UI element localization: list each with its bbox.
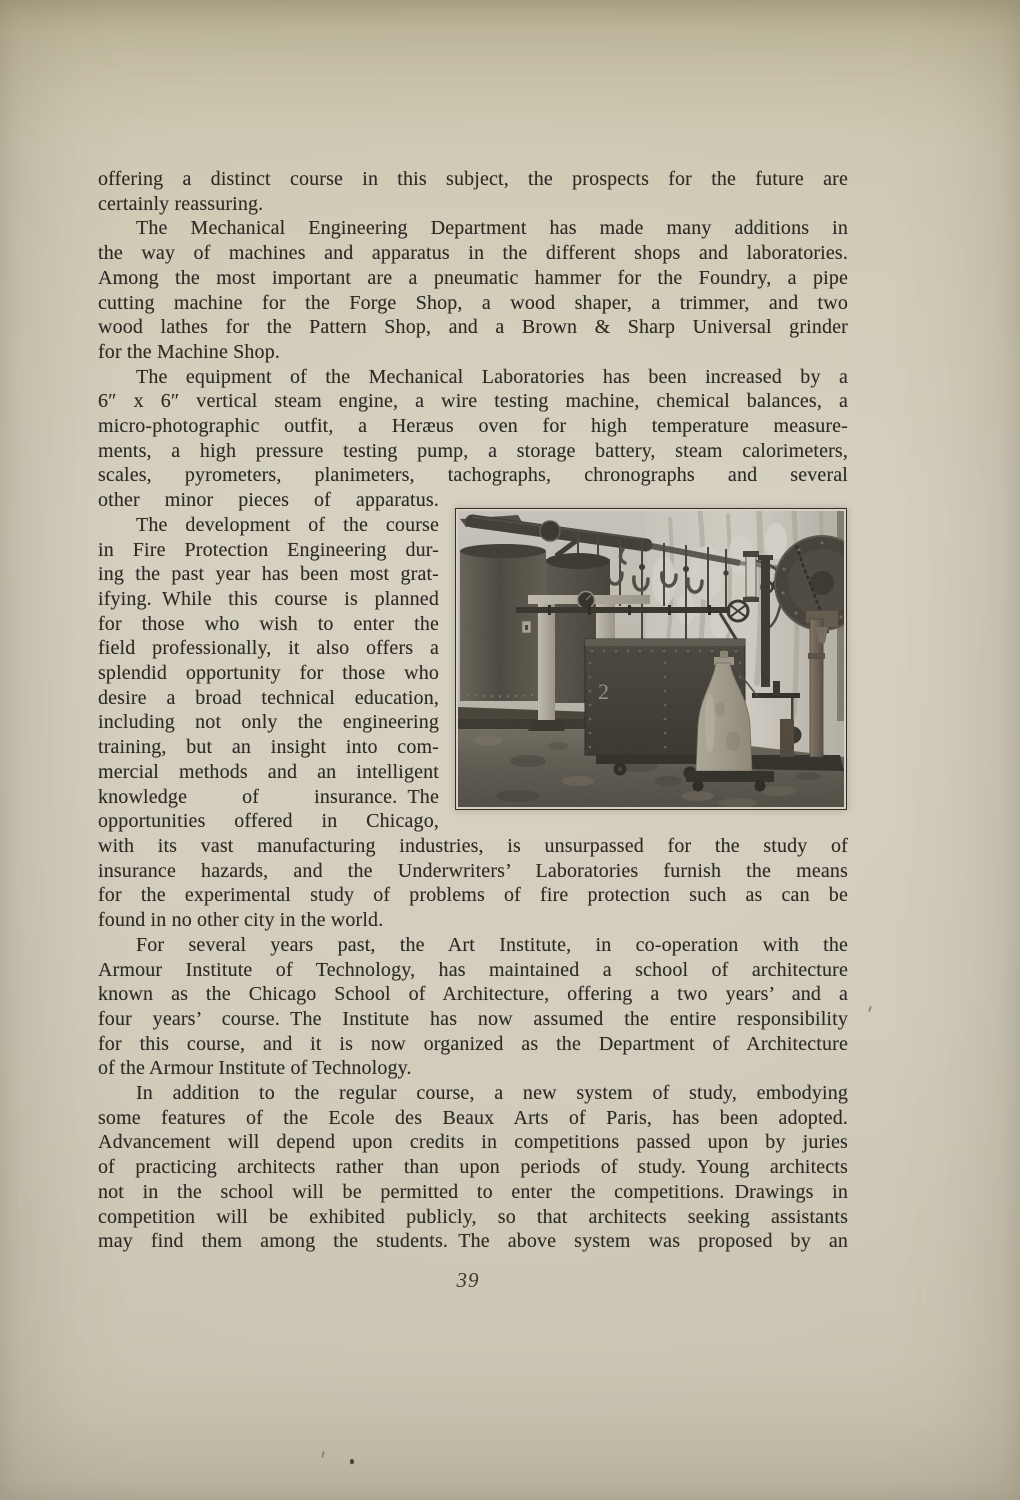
text-line: splendid opportunity for those who xyxy=(98,662,439,685)
paragraph-1 xyxy=(98,167,848,216)
text-line: The equipment of the Mechanical Laboratories has been increased by a xyxy=(136,365,848,388)
text-line: in Fire Protection Engineering dur- xyxy=(98,538,439,561)
text-line: may find them among the students. The above system was proposed by an xyxy=(98,1230,848,1253)
laboratory-photo-illustration xyxy=(458,511,844,807)
text-line: Armour Institute of Technology, has maintained a school of architecture xyxy=(98,958,848,981)
paragraph-4-column xyxy=(98,488,439,834)
text-line: not in the school will be permitted to enter the competitions. Drawings in xyxy=(98,1180,848,1203)
text-line: training, but an insight into com- xyxy=(98,736,439,759)
text-line: for those who wish to enter the xyxy=(98,612,439,635)
text-line: found in no other city in the world. xyxy=(98,909,384,932)
text-line: knowledge of insurance. The xyxy=(98,785,439,808)
paragraph-2 xyxy=(98,216,848,364)
text-line: desire a broad technical education, xyxy=(98,686,439,709)
text-line: for this course, and it is now organized as the Department of Architecture xyxy=(98,1032,848,1055)
text-line: ifying. While this course is planned xyxy=(98,587,439,610)
paragraph-5 xyxy=(98,933,848,1081)
text-line: including not only the engineering xyxy=(98,711,439,734)
text-line: Among the most important are a pneumatic hammer for the Foundry, a pipe xyxy=(98,266,848,289)
paragraph-4-full-width xyxy=(98,834,848,933)
text-line: of practicing architects rather than upon periods of study. Young architects xyxy=(98,1156,848,1179)
text-line: some features of the Ecole des Beaux Arts of Paris, has been adopted. xyxy=(98,1106,848,1129)
text-line: competition will be exhibited publicly, so that architects seeking assistants xyxy=(98,1205,848,1228)
text-line: insurance hazards, and the Underwriters’ Laboratories furnish the means xyxy=(98,859,848,882)
text-line: wood lathes for the Pattern Shop, and a Brown & Sharp Universal grinder xyxy=(98,316,848,339)
text-line: Advancement will depend upon credits in competitions passed upon by juries xyxy=(98,1131,848,1154)
text-line: known as the Chicago School of Architecture, offering a two years’ and a xyxy=(98,983,848,1006)
text-line: for the experimental study of problems of fire protection such as can be xyxy=(98,884,848,907)
text-line: of the Armour Institute of Technology. xyxy=(98,1057,412,1080)
laboratory-photo xyxy=(455,508,847,810)
paragraph-6 xyxy=(98,1081,848,1254)
scan-speck xyxy=(868,1006,872,1012)
text-line: certainly reassuring. xyxy=(98,192,264,215)
scan-speck xyxy=(349,1459,354,1465)
text-line: For several years past, the Art Institute, in co-operation with the xyxy=(136,933,848,956)
text-line: with its vast manufacturing industries, is unsurpassed for the study of xyxy=(98,834,848,857)
text-line: mercial methods and an intelligent xyxy=(98,760,439,783)
text-line: cutting machine for the Forge Shop, a wood shaper, a trimmer, and two xyxy=(98,291,848,314)
text-line: scales, pyrometers, planimeters, tachographs, chronographs and several xyxy=(98,464,848,487)
text-line: The Mechanical Engineering Department has made many additions in xyxy=(136,217,848,240)
text-line: In addition to the regular course, a new system of study, embodying xyxy=(136,1082,848,1105)
text-line: The development of the course xyxy=(136,513,439,536)
paragraph-3 xyxy=(98,365,848,489)
text-line: offering a distinct course in this subject, the prospects for the future are xyxy=(98,168,848,190)
text-line: ing the past year has been most grat- xyxy=(98,563,439,586)
text-line: for the Machine Shop. xyxy=(98,340,280,363)
text-line: other minor pieces of apparatus. xyxy=(98,489,439,512)
text-line: the way of machines and apparatus in the different shops and laboratories. xyxy=(98,242,848,265)
text-line: ments, a high pressure testing pump, a storage battery, steam calorimeters, xyxy=(98,439,848,462)
page-number: 39 xyxy=(456,1268,480,1292)
text-line: 6″ x 6″ vertical steam engine, a wire testing machine, chemical balances, a xyxy=(98,390,848,413)
text-line: opportunities offered in Chicago, xyxy=(98,810,439,833)
text-line: field professionally, it also offers a xyxy=(98,637,439,660)
text-line: micro-photographic outfit, a Heræus oven for high temperature measure- xyxy=(98,415,848,438)
text-line: four years’ course. The Institute has now assumed the entire responsibility xyxy=(98,1007,848,1030)
scan-speck xyxy=(321,1451,325,1458)
